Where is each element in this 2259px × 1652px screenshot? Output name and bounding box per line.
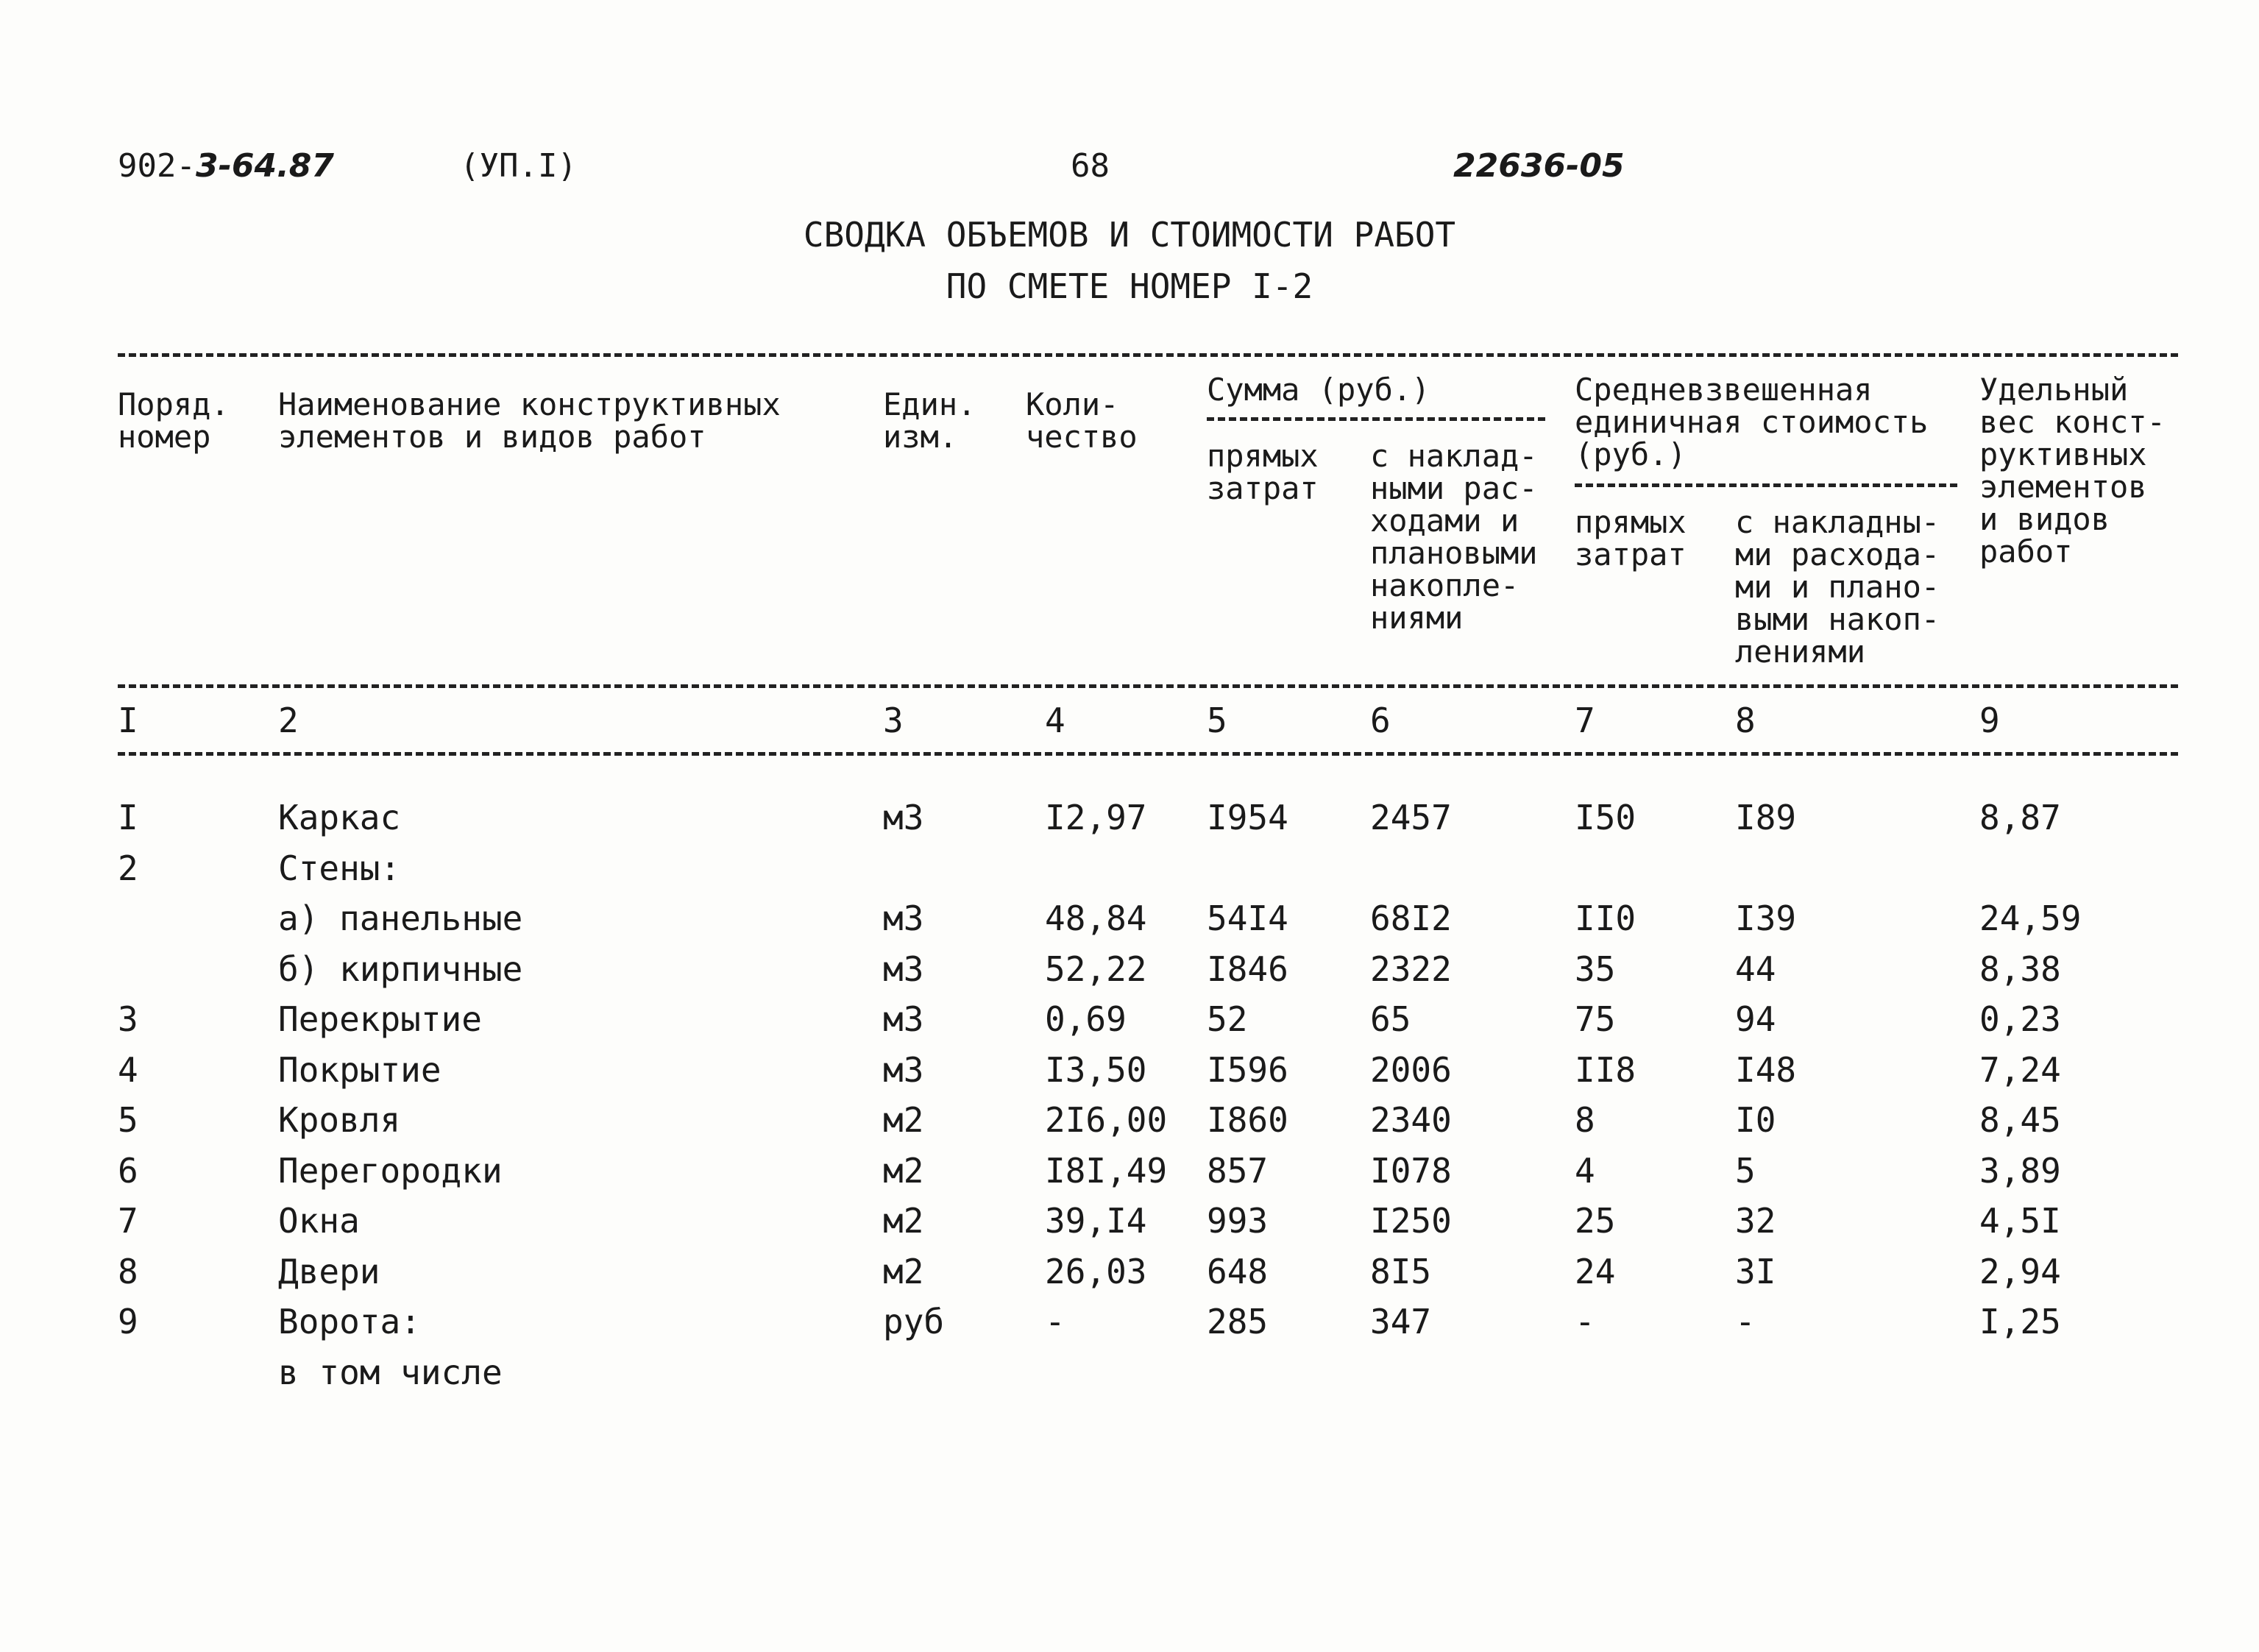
row-avg-direct: 24 <box>1575 1251 1616 1291</box>
row-sum-direct: I596 <box>1207 1049 1288 1090</box>
row-avg-overhead: I89 <box>1735 798 1797 837</box>
row-avg-overhead: 44 <box>1735 949 1776 989</box>
row-avg-direct: 75 <box>1575 999 1616 1039</box>
row-number: 7 <box>118 1201 138 1241</box>
row-quantity: I2,97 <box>1045 798 1147 837</box>
col-number: 5 <box>1207 701 1227 740</box>
document-title: СВОДКА ОБЪЕМОВ И СТОИМОСТИ РАБОТ <box>803 215 1456 255</box>
col-header-avg-overhead: с накладны- ми расхода- ми и плано- выми накоп- лениями <box>1735 504 1940 670</box>
row-sum-overhead: 2006 <box>1370 1049 1452 1090</box>
row-quantity: 0,69 <box>1045 999 1127 1039</box>
row-avg-overhead: I39 <box>1735 898 1797 938</box>
col-number: 9 <box>1979 701 2000 740</box>
row-name: Кровля <box>278 1100 401 1140</box>
row-unit: м3 <box>883 1049 924 1090</box>
row-avg-direct: 8 <box>1575 1100 1595 1140</box>
row-name: а) панельные <box>278 898 523 938</box>
row-weight: 24,59 <box>1979 898 2082 938</box>
row-avg-direct: 35 <box>1575 949 1616 989</box>
row-weight: 4,5I <box>1979 1201 2061 1241</box>
row-sum-direct: I846 <box>1207 949 1288 989</box>
row-name: Окна <box>278 1201 360 1241</box>
row-unit: м3 <box>883 949 924 989</box>
col-number: 6 <box>1370 701 1391 740</box>
row-sum-overhead: 2322 <box>1370 949 1452 989</box>
row-weight: 8,87 <box>1979 798 2061 837</box>
col-header-unit: Един. изм. <box>883 386 976 455</box>
row-number: 9 <box>118 1302 138 1341</box>
row-sum-overhead: 8I5 <box>1370 1251 1432 1291</box>
col-number: 8 <box>1735 701 1756 740</box>
col-number: 3 <box>883 701 904 740</box>
row-avg-overhead: - <box>1735 1302 1756 1341</box>
col-header-weight: Удельный вес конст- руктивных элементов и видов работ <box>1979 372 2166 570</box>
row-avg-overhead: 94 <box>1735 999 1776 1039</box>
row-sum-direct: 993 <box>1207 1201 1269 1241</box>
row-quantity: I3,50 <box>1045 1049 1147 1090</box>
row-avg-overhead: 3I <box>1735 1251 1776 1291</box>
col-header-avg-group: Средневзвешенная единичная стоимость (руб.) <box>1575 372 1929 472</box>
row-avg-overhead: 5 <box>1735 1150 1756 1191</box>
row-unit: руб <box>883 1302 945 1341</box>
col-header-sum-group: Сумма (руб.) <box>1207 372 1430 408</box>
row-avg-direct: - <box>1575 1302 1595 1341</box>
row-sum-overhead: I250 <box>1370 1201 1452 1241</box>
row-name: Перегородки <box>278 1150 503 1191</box>
row-quantity: I8I,49 <box>1045 1150 1168 1191</box>
row-weight: 8,38 <box>1979 949 2061 989</box>
row-weight: 3,89 <box>1979 1150 2061 1191</box>
row-name: Перекрытие <box>278 999 482 1039</box>
sum-group-rule <box>1207 417 1545 421</box>
row-weight: 8,45 <box>1979 1100 2061 1140</box>
header-bottom-rule <box>118 684 2178 688</box>
row-unit: м3 <box>883 798 924 837</box>
col-header-avg-direct: прямых затрат <box>1575 504 1687 572</box>
col-number: 2 <box>278 701 299 740</box>
row-number: I <box>118 798 138 837</box>
row-unit: м2 <box>883 1201 924 1241</box>
row-quantity: 39,I4 <box>1045 1201 1147 1241</box>
table-top-rule <box>118 353 2178 357</box>
row-sum-direct: 857 <box>1207 1150 1269 1191</box>
row-avg-overhead: 32 <box>1735 1201 1776 1241</box>
row-avg-overhead: I0 <box>1735 1100 1776 1140</box>
col-number: 4 <box>1045 701 1065 740</box>
row-number: 5 <box>118 1100 138 1140</box>
col-number: 7 <box>1575 701 1595 740</box>
row-sum-overhead: 2457 <box>1370 798 1452 837</box>
row-weight: I,25 <box>1979 1302 2061 1341</box>
row-sum-overhead: 347 <box>1370 1302 1432 1341</box>
row-name: Каркас <box>278 798 401 837</box>
row-sum-direct: 54I4 <box>1207 898 1288 938</box>
document-series: 3-64.87 <box>195 147 335 185</box>
row-name: в том числе <box>278 1352 503 1392</box>
row-quantity: - <box>1045 1302 1065 1341</box>
avg-group-rule <box>1575 483 1957 487</box>
row-weight: 0,23 <box>1979 999 2061 1039</box>
row-weight: 7,24 <box>1979 1049 2061 1090</box>
row-sum-direct: I860 <box>1207 1100 1288 1140</box>
column-numbers-rule <box>118 752 2178 756</box>
document-code <box>118 147 334 185</box>
row-sum-overhead: 2340 <box>1370 1100 1452 1140</box>
row-name: Покрытие <box>278 1049 441 1090</box>
row-quantity: 2I6,00 <box>1045 1100 1168 1140</box>
row-sum-direct: 285 <box>1207 1302 1269 1341</box>
row-sum-overhead: 65 <box>1370 999 1411 1039</box>
row-sum-direct: 52 <box>1207 999 1248 1039</box>
row-sum-overhead: I078 <box>1370 1150 1452 1191</box>
row-quantity: 52,22 <box>1045 949 1147 989</box>
row-quantity: 48,84 <box>1045 898 1147 938</box>
row-name: Стены: <box>278 848 401 888</box>
row-sum-overhead: 68I2 <box>1370 898 1452 938</box>
row-number: 2 <box>118 848 138 888</box>
row-avg-direct: II0 <box>1575 898 1636 938</box>
document-prefix: 902- <box>118 147 196 185</box>
col-header-name: Наименование конструктивных элементов и видов работ <box>278 386 781 455</box>
document-subtitle: ПО СМЕТЕ НОМЕР I-2 <box>946 266 1313 306</box>
page-number: 68 <box>1071 147 1110 185</box>
col-header-sum-overhead: с наклад- ными рас- ходами и плановыми накопле- ниями <box>1370 438 1538 636</box>
row-name: Двери <box>278 1251 380 1291</box>
row-sum-direct: 648 <box>1207 1251 1269 1291</box>
row-unit: м3 <box>883 999 924 1039</box>
row-unit: м3 <box>883 898 924 938</box>
row-avg-overhead: I48 <box>1735 1049 1797 1090</box>
row-unit: м2 <box>883 1150 924 1191</box>
row-number: 4 <box>118 1049 138 1090</box>
row-name: б) кирпичные <box>278 949 523 989</box>
row-number: 6 <box>118 1150 138 1191</box>
col-header-number: Поряд. номер <box>118 386 230 455</box>
row-sum-direct: I954 <box>1207 798 1288 837</box>
col-header-quantity: Коли- чество <box>1026 386 1138 455</box>
col-number: I <box>118 701 138 740</box>
row-unit: м2 <box>883 1100 924 1140</box>
row-avg-direct: 25 <box>1575 1201 1616 1241</box>
album-number: (УП.I) <box>460 147 577 185</box>
row-avg-direct: II8 <box>1575 1049 1636 1090</box>
row-number: 8 <box>118 1251 138 1291</box>
row-avg-direct: 4 <box>1575 1150 1595 1191</box>
row-name: Ворота: <box>278 1302 421 1341</box>
row-unit: м2 <box>883 1251 924 1291</box>
row-quantity: 26,03 <box>1045 1251 1147 1291</box>
col-header-sum-direct: прямых затрат <box>1207 438 1319 506</box>
row-weight: 2,94 <box>1979 1251 2061 1291</box>
row-avg-direct: I50 <box>1575 798 1636 837</box>
row-number: 3 <box>118 999 138 1039</box>
inventory-number: 22636-05 <box>1453 147 1625 185</box>
